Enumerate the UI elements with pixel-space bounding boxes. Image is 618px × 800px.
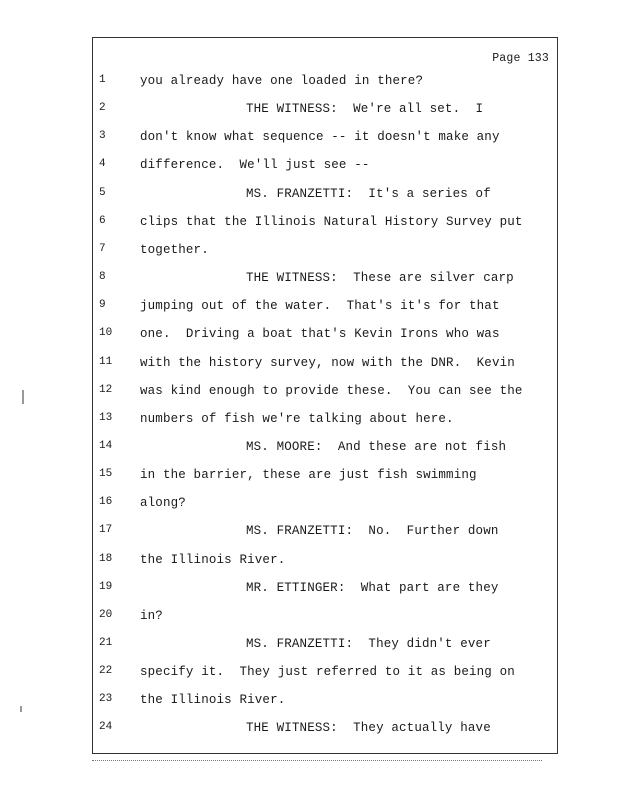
transcript-line <box>93 215 557 235</box>
line-text: numbers of fish we're talking about here. <box>140 411 454 426</box>
line-number: 1 <box>99 74 106 86</box>
line-number: 9 <box>99 299 106 312</box>
line-number: 13 <box>99 411 113 424</box>
transcript-line <box>93 637 557 657</box>
transcript-line <box>93 440 557 460</box>
speaker-line-text: MR. ETTINGER: What part are they <box>246 580 499 595</box>
speaker-line-text: MS. FRANZETTI: It's a series of <box>246 186 491 201</box>
transcript-line <box>93 609 557 629</box>
line-text: clips that the Illinois Natural History Survey put <box>140 214 523 229</box>
transcript-line <box>93 102 557 122</box>
line-number: 24 <box>99 721 113 734</box>
transcript-line <box>93 693 557 713</box>
scan-mark <box>22 390 24 404</box>
speaker-line-text: MS. MOORE: And these are not fish <box>246 439 507 454</box>
line-text: you already have one loaded in there? <box>140 74 424 88</box>
line-number: 21 <box>99 637 113 649</box>
line-number: 20 <box>99 608 113 621</box>
line-number: 23 <box>99 693 113 706</box>
transcript-line <box>93 356 557 376</box>
line-text: the Illinois River. <box>140 552 286 567</box>
transcript-line <box>93 327 557 347</box>
line-text: along? <box>140 496 186 511</box>
line-number: 7 <box>99 242 106 255</box>
line-number: 6 <box>99 214 106 227</box>
transcript-line <box>93 524 557 544</box>
transcript-line <box>93 665 557 685</box>
line-number: 17 <box>99 524 113 537</box>
line-text: with the history survey, now with the DNR. Kevin <box>140 355 515 370</box>
line-number: 4 <box>99 158 106 171</box>
line-text: jumping out of the water. That's it's for that <box>140 299 500 314</box>
line-number: 22 <box>99 665 113 678</box>
transcript-line <box>93 158 557 178</box>
line-text: specify it. They just referred to it as being on <box>140 665 515 680</box>
line-number: 16 <box>99 496 113 509</box>
line-number: 14 <box>99 439 113 452</box>
transcript-line <box>93 496 557 516</box>
line-number: 3 <box>99 130 106 143</box>
line-text: was kind enough to provide these. You can see the <box>140 383 523 398</box>
line-text: one. Driving a boat that's Kevin Irons who was <box>140 327 500 342</box>
line-number: 18 <box>99 552 113 565</box>
line-text: together. <box>140 242 209 257</box>
transcript-line <box>93 130 557 150</box>
line-text: don't know what sequence -- it doesn't make any <box>140 130 500 145</box>
speaker-line-text: MS. FRANZETTI: No. Further down <box>246 524 499 539</box>
line-number: 5 <box>99 186 106 199</box>
transcript-line <box>93 299 557 319</box>
transcript-line <box>93 243 557 263</box>
line-number: 2 <box>99 102 106 115</box>
transcript-line <box>93 187 557 207</box>
transcript-line <box>93 412 557 432</box>
transcript-line <box>93 74 557 94</box>
speaker-line-text: MS. FRANZETTI: They didn't ever <box>246 637 491 651</box>
page-number: Page 133 <box>492 52 549 65</box>
line-number: 11 <box>99 355 113 368</box>
line-number: 10 <box>99 327 113 340</box>
line-number: 8 <box>99 271 106 284</box>
bottom-rule <box>92 760 542 762</box>
line-number: 12 <box>99 383 113 396</box>
speaker-line-text: THE WITNESS: We're all set. I <box>246 102 484 117</box>
transcript-line <box>93 468 557 488</box>
transcript-line <box>93 384 557 404</box>
line-text: difference. We'll just see -- <box>140 158 370 173</box>
transcript-line <box>93 721 557 741</box>
speaker-line-text: THE WITNESS: These are silver carp <box>246 271 514 286</box>
line-text: the Illinois River. <box>140 693 286 708</box>
line-number: 19 <box>99 580 113 593</box>
line-text: in? <box>140 608 163 623</box>
line-text: in the barrier, these are just fish swimming <box>140 468 477 483</box>
speaker-line-text: THE WITNESS: They actually have <box>246 721 491 736</box>
transcript-line <box>93 553 557 573</box>
scan-mark <box>20 706 22 712</box>
transcript-page <box>92 37 558 754</box>
transcript-line <box>93 581 557 601</box>
line-number: 15 <box>99 468 113 481</box>
transcript-line <box>93 271 557 291</box>
